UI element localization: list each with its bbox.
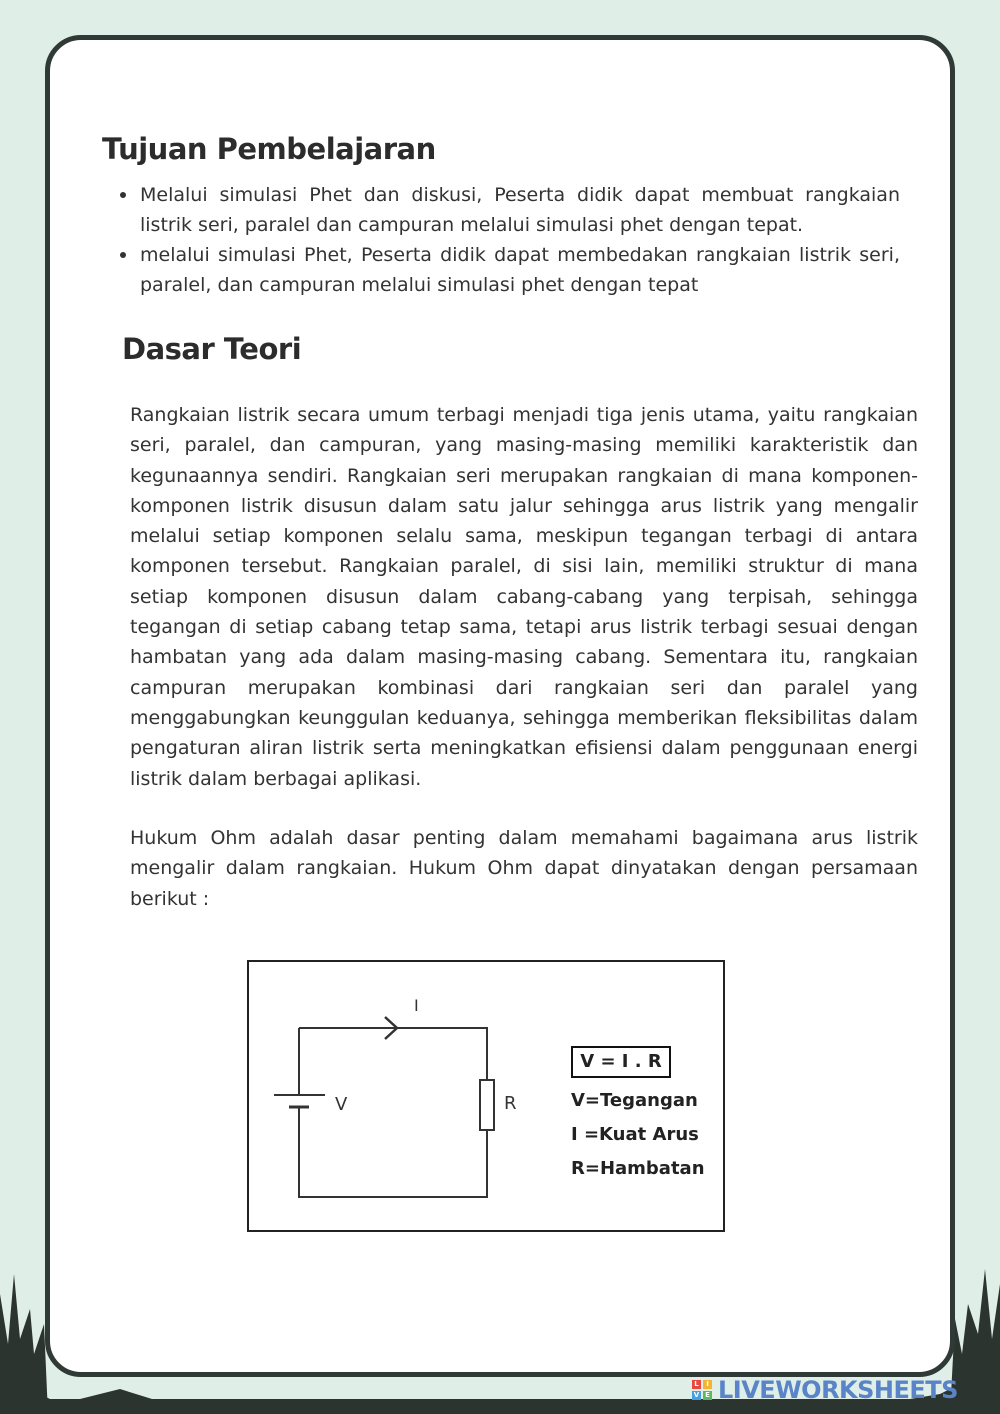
watermark-text: LIVEWORKSHEETS [718,1376,958,1404]
goals-heading: Tujuan Pembelajaran [102,132,436,166]
goal-item-1: Melalui simulasi Phet dan diskusi, Peserta didik dapat membuat rangkaian listrik seri, paralel dan campuran melalui simulasi phet dengan tepat. [140,180,900,240]
ohm-paragraph: Hukum Ohm adalah dasar penting dalam memahami bagaimana arus listrik mengalir dalam rangkaian. Hukum Ohm dapat dinyatakan dengan persamaan berikut : [130,827,918,910]
legend-resistance: R=Hambatan [571,1158,705,1179]
theory-paragraph: Rangkaian listrik secara umum terbagi menjadi tiga jenis utama, yaitu rangkaian seri, paralel, dan campuran, yang masing-masing memiliki karakteristik dan kegunaannya sendiri. Rangkaian seri merupakan rangkaian di mana komponen-komponen listrik disusun dalam satu jalur sehingga arus listrik yang mengalir melalui setiap komponen selalu sama, meskipun tegangan terbagi di antara komponen tersebut. Rangkaian paralel, di sisi lain, memiliki struktur di mana setiap komponen disusun dalam cabang-cabang yang terpisah, sehingga tegangan di setiap cabang tetap sama, tetapi arus listrik terbagi sesuai dengan hambatan yang ada dalam masing-masing cabang. Sementara itu, rangkaian campuran merupakan kombinasi dari rangkaian seri dan paralel yang menggabungkan keunggulan keduanya, sehingga memberikan fleksibilitas dalam pengaturan aliran listrik serta meningkatkan efisiensi dalam penggunaan energi listrik dalam berbagai aplikasi. [130,404,918,790]
legend-voltage: V=Tegangan [571,1090,698,1111]
voltage-label: V [335,1094,348,1115]
resistor-symbol [480,1080,494,1130]
formula-box: V = I . R [571,1046,671,1078]
ohm-law-diagram [247,960,725,1232]
liveworksheets-watermark [692,1377,958,1403]
legend-current: I =Kuat Arus [571,1124,699,1145]
current-label: I [414,996,419,1015]
worksheet-card [45,35,955,1377]
goals-list [140,180,900,300]
theory-heading: Dasar Teori [122,332,302,366]
resistor-label: R [504,1093,517,1114]
liveworksheets-logo-icon: L I V E [692,1380,712,1400]
goal-item-2: melalui simulasi Phet, Peserta didik dapat membedakan rangkaian listrik seri, paralel, dan campuran melalui simulasi phet dengan tepat [140,240,900,300]
